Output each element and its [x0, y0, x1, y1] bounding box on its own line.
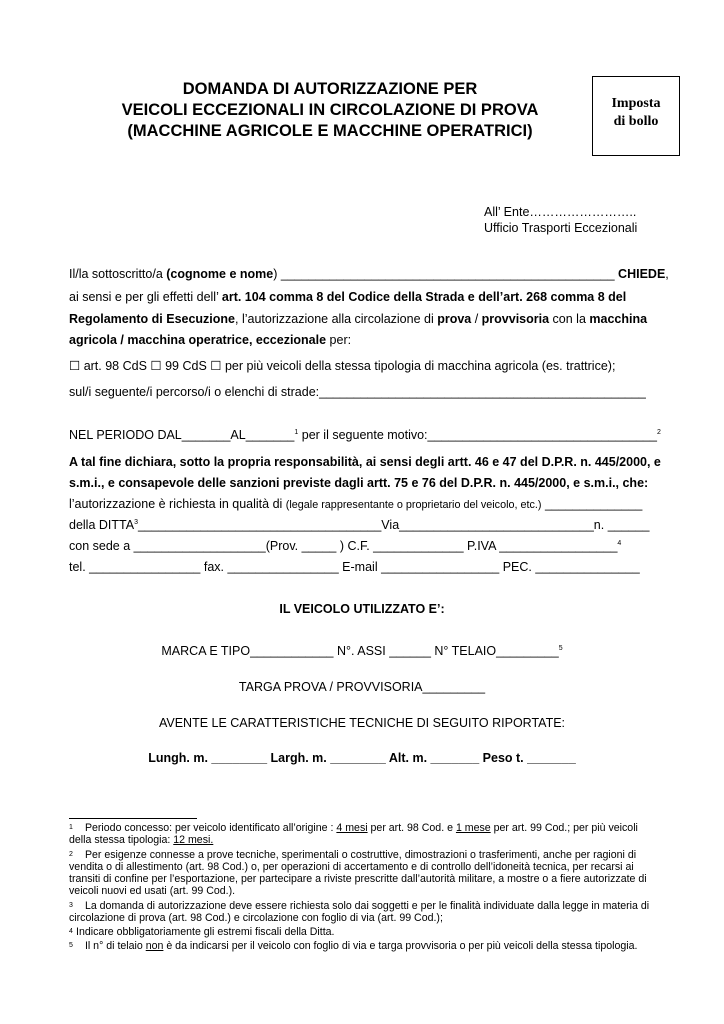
addressee-entity: All’ Ente…………………….. — [484, 205, 637, 219]
declaration-line-2: s.m.i., e consapevole delle sanzioni previste dagli artt. 75 e 76 del D.P.R. n. 445/2000, e s.m.i., che: — [69, 476, 649, 490]
footnote-text: Periodo concesso: per veicolo identificato all’origine : — [82, 822, 337, 834]
vehicle-heading: IL VEICOLO UTILIZZATO E’: — [279, 602, 445, 616]
checkbox-art99[interactable]: ☐ — [150, 359, 162, 373]
article-choice-line — [69, 358, 615, 373]
vehicle-make-fields[interactable]: MARCA E TIPO____________ N°. ASSI ______ N° TELAIO_________ — [161, 644, 559, 658]
machine-type-line — [69, 333, 351, 347]
text-bold: prova — [437, 312, 472, 326]
text-bold: macchina — [589, 312, 648, 326]
vehicle-make-line — [0, 644, 724, 658]
title-line-2: VEICOLI ECCEZIONALI IN CIRCOLAZIONE DI PROVA — [121, 101, 539, 119]
stamp-label-1: Imposta — [611, 96, 661, 111]
footnote-text-underlined: non — [145, 940, 164, 952]
footnote-3 — [69, 900, 657, 924]
hint-text: (legale rappresentante o proprietario del veicolo, etc.) — [285, 499, 542, 511]
footnote-text: Per esigenze connesse a prove tecniche, sperimentali o costruttive, dimostrazioni o trasferimenti, anche per ragioni di vendita o di allestimento (art. 98 Cod.) o, per operazioni di accertamento e di controllo dell’idoneità tecnica, per recarsi ai transiti di confine per l’esportazione, per partecipare a riviste prescritte dall’autorità militare, a mostre o a fiere autorizzate di veicoli nuovi ed usati (art. 99 Cod.). — [69, 849, 647, 897]
footnote-5 — [69, 940, 657, 952]
text: ai sensi e per gli effetti dell’ — [69, 290, 222, 304]
characteristics-line: AVENTE LE CARATTERISTICHE TECNICHE DI SEGUITO RIPORTATE: — [158, 716, 566, 730]
footnote-number: 3 — [69, 902, 73, 909]
text: per: — [326, 333, 352, 347]
footnote-text: Il n° di telaio — [82, 940, 146, 952]
text: con la — [549, 312, 590, 326]
footnote-text: Indicare obbligatoriamente gli estremi fiscali della Ditta. — [76, 926, 335, 938]
footnote-ref: 5 — [558, 644, 563, 652]
text: della DITTA — [69, 518, 135, 532]
contacts-line[interactable]: tel. ________________ fax. ________________ E-mail _________________ PEC. _______________ — [69, 560, 640, 574]
checkbox-label: per più veicoli della stessa tipologia di macchina agricola (es. trattrice); — [221, 359, 616, 373]
text: / — [471, 312, 482, 326]
checkbox-multiple-vehicles[interactable]: ☐ — [210, 359, 222, 373]
footnote-ref: 4 — [617, 539, 622, 547]
plate-line[interactable]: TARGA PROVA / PROVVISORIA_________ — [238, 680, 486, 694]
footnote-text-underlined: 4 mesi — [336, 822, 368, 834]
quality-field[interactable]: ______________ — [541, 497, 643, 511]
text: , — [665, 267, 669, 281]
footnote-number: 5 — [69, 942, 73, 949]
regulation-line — [69, 312, 647, 326]
checkbox-art98[interactable]: ☐ — [69, 359, 81, 373]
reason-field[interactable]: per il seguente motivo:_________________________________ — [298, 428, 657, 442]
footnote-text: La domanda di autorizzazione deve essere richiesta solo dai soggetti e per le finalità individuate dalla legge in materia di circolazione di prova (art. 98 Cod.) e circolazione con foglio di via (art. 99 Cod.); — [69, 900, 650, 924]
checkbox-label: art. 98 CdS — [80, 359, 151, 373]
headquarters-line — [69, 539, 621, 553]
text: , l’autorizzazione alla circolazione di — [235, 312, 438, 326]
text-bold: agricola / macchina operatrice, eccezionale — [69, 333, 327, 347]
title-line-3: (MACCHINE AGRICOLE E MACCHINE OPERATRICI) — [127, 122, 533, 140]
title-line-1: DOMANDA DI AUTORIZZAZIONE PER — [182, 80, 478, 98]
legal-basis-line — [69, 290, 626, 304]
document-title — [60, 79, 600, 142]
footnote-ref: 3 — [134, 518, 138, 526]
stamp-duty-box — [592, 76, 680, 156]
text-bold: (cognome e nome — [166, 267, 274, 281]
footnote-ref: 2 — [656, 428, 661, 436]
requests-label: CHIEDE — [618, 267, 666, 281]
text-bold: art. 104 comma 8 del Codice della Strada e dell’art. 268 comma 8 del — [221, 290, 627, 304]
addressee-office: Ufficio Trasporti Eccezionali — [484, 221, 638, 235]
footnote-text: è da indicarsi per il veicolo con foglio di via e targa provvisoria o per più veicoli della stessa tipologia. — [163, 940, 638, 952]
footnote-ref: 1 — [294, 428, 299, 436]
text-bold: provvisoria — [481, 312, 550, 326]
quality-line — [69, 497, 642, 511]
footnote-text-underlined: 12 mesi. — [173, 834, 214, 846]
checkbox-label: 99 CdS — [161, 359, 211, 373]
applicant-line — [69, 267, 669, 281]
footnote-2 — [69, 849, 657, 897]
period-line — [69, 428, 661, 442]
declaration-line-1: A tal fine dichiara, sotto la propria responsabilità, ai sensi degli artt. 46 e 47 del D.P.R. n. 445/2000, e — [69, 455, 661, 469]
footnote-separator — [69, 818, 197, 819]
footnote-1 — [69, 822, 657, 846]
footnote-4 — [69, 926, 657, 938]
name-field[interactable]: ) ________________________________________________ — [273, 267, 619, 281]
footnote-number: 2 — [69, 851, 73, 858]
footnote-number: 4 — [69, 928, 73, 935]
dimensions-line[interactable]: Lungh. m. ________ Largh. m. ________ Alt. m. _______ Peso t. _______ — [148, 751, 576, 765]
period-field[interactable]: NEL PERIODO DAL_______AL_______ — [69, 428, 295, 442]
route-line[interactable]: sul/i seguente/i percorso/i o elenchi di strade:_______________________________________________ — [69, 385, 646, 399]
footnote-number: 1 — [69, 824, 73, 831]
text: l’autorizzazione è richiesta in qualità di — [69, 497, 286, 511]
footnote-text: per art. 98 Cod. e — [367, 822, 456, 834]
stamp-label-2: di bollo — [613, 114, 659, 129]
text: Il/la sottoscritto/a — [69, 267, 167, 281]
headquarters-fields[interactable]: con sede a ___________________(Prov. _____ ) C.F. _____________ P.IVA _________________ — [69, 539, 618, 553]
footnote-text: per art. 99 Cod.; per più veicoli della stessa tipologia: — [69, 822, 638, 846]
company-fields[interactable]: ___________________________________Via____________________________n. ______ — [137, 518, 650, 532]
text-bold: Regolamento di Esecuzione — [69, 312, 236, 326]
addressee-block — [484, 204, 637, 236]
company-line — [69, 518, 649, 532]
footnote-text-underlined: 1 mese — [455, 822, 491, 834]
